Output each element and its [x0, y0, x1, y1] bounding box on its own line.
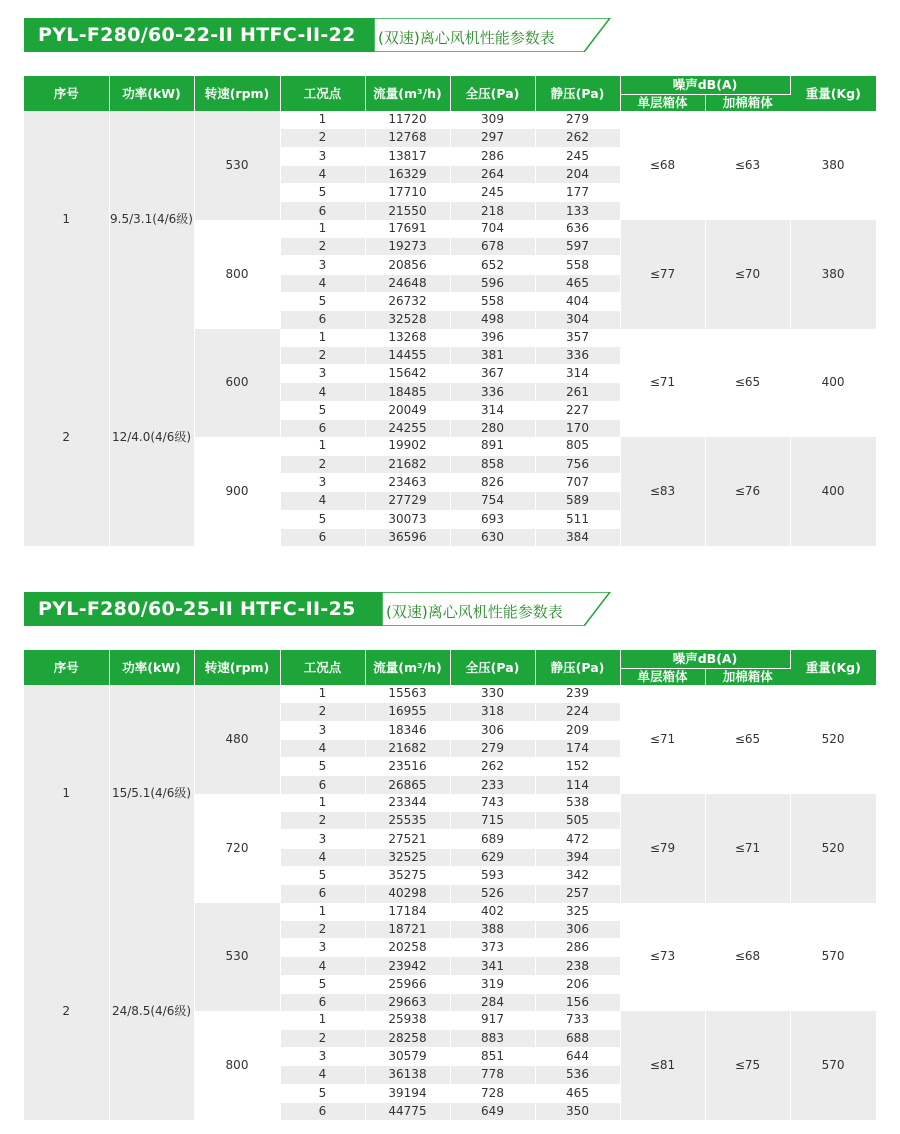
cell-flow: 30579 — [365, 1047, 450, 1065]
cell-point: 4 — [280, 165, 365, 183]
cell-total-pressure: 306 — [450, 721, 535, 739]
table-body — [24, 685, 876, 1120]
cell-point: 3 — [280, 473, 365, 491]
cell-flow: 36596 — [365, 528, 450, 546]
cell-total-pressure: 596 — [450, 274, 535, 292]
model-title: PYL-F280/60-25-II HTFC-II-25 — [38, 598, 356, 620]
cell-static-pressure: 357 — [535, 329, 620, 347]
cell-weight: 380 — [790, 111, 876, 220]
cell-no: 2 — [24, 329, 109, 547]
cell-point: 1 — [280, 220, 365, 238]
cell-flow: 25535 — [365, 812, 450, 830]
cell-static-pressure: 350 — [535, 1102, 620, 1120]
cell-flow: 14455 — [365, 346, 450, 364]
cell-point: 6 — [280, 776, 365, 794]
cell-flow: 23463 — [365, 473, 450, 491]
cell-static-pressure: 114 — [535, 776, 620, 794]
cell-point: 6 — [280, 885, 365, 903]
cell-total-pressure: 264 — [450, 165, 535, 183]
cell-total-pressure: 743 — [450, 794, 535, 812]
model-title: PYL-F280/60-22-II HTFC-II-22 — [38, 24, 356, 46]
cell-point: 1 — [280, 794, 365, 812]
cell-static-pressure: 558 — [535, 256, 620, 274]
cell-static-pressure: 238 — [535, 957, 620, 975]
cell-flow: 12768 — [365, 129, 450, 147]
cell-total-pressure: 396 — [450, 329, 535, 347]
cell-flow: 15563 — [365, 685, 450, 703]
cell-flow: 44775 — [365, 1102, 450, 1120]
cell-point: 5 — [280, 758, 365, 776]
cell-total-pressure: 402 — [450, 903, 535, 921]
header-power: 功率(kW) — [109, 650, 194, 685]
cell-point: 5 — [280, 401, 365, 419]
cell-total-pressure: 286 — [450, 147, 535, 165]
cell-static-pressure: 152 — [535, 758, 620, 776]
cell-static-pressure: 224 — [535, 703, 620, 721]
cell-point: 1 — [280, 1011, 365, 1029]
cell-static-pressure: 336 — [535, 346, 620, 364]
cell-static-pressure: 209 — [535, 721, 620, 739]
cell-noise-cotton: ≤68 — [705, 903, 790, 1012]
cell-point: 5 — [280, 1084, 365, 1102]
cell-point: 4 — [280, 739, 365, 757]
cell-total-pressure: 558 — [450, 292, 535, 310]
cell-total-pressure: 649 — [450, 1102, 535, 1120]
cell-flow: 39194 — [365, 1084, 450, 1102]
header-noise-single: 单层箱体 — [620, 95, 705, 112]
cell-speed: 480 — [194, 685, 280, 794]
cell-flow: 24255 — [365, 420, 450, 438]
cell-flow: 20049 — [365, 401, 450, 419]
cell-static-pressure: 156 — [535, 994, 620, 1012]
cell-point: 4 — [280, 492, 365, 510]
cell-point: 1 — [280, 437, 365, 455]
cell-point: 5 — [280, 866, 365, 884]
cell-noise-cotton: ≤75 — [705, 1011, 790, 1120]
cell-no: 1 — [24, 685, 109, 903]
cell-static-pressure: 733 — [535, 1011, 620, 1029]
cell-point: 3 — [280, 365, 365, 383]
cell-total-pressure: 388 — [450, 920, 535, 938]
cell-total-pressure: 693 — [450, 510, 535, 528]
cell-total-pressure: 851 — [450, 1047, 535, 1065]
cell-total-pressure: 498 — [450, 311, 535, 329]
cell-point: 5 — [280, 510, 365, 528]
cell-flow: 35275 — [365, 866, 450, 884]
cell-flow: 19273 — [365, 238, 450, 256]
cell-flow: 26732 — [365, 292, 450, 310]
cell-total-pressure: 319 — [450, 975, 535, 993]
header-noise-cotton: 加棉箱体 — [705, 669, 790, 686]
header-weight: 重量(Kg) — [790, 650, 876, 685]
cell-weight: 400 — [790, 329, 876, 438]
header-weight: 重量(Kg) — [790, 76, 876, 111]
cell-static-pressure: 174 — [535, 739, 620, 757]
cell-static-pressure: 257 — [535, 885, 620, 903]
table-row — [24, 329, 876, 347]
cell-no: 2 — [24, 903, 109, 1121]
cell-total-pressure: 218 — [450, 202, 535, 220]
cell-total-pressure: 526 — [450, 885, 535, 903]
cell-total-pressure: 318 — [450, 703, 535, 721]
cell-total-pressure: 593 — [450, 866, 535, 884]
cell-static-pressure: 805 — [535, 437, 620, 455]
cell-point: 2 — [280, 346, 365, 364]
cell-flow: 23516 — [365, 758, 450, 776]
cell-noise-cotton: ≤63 — [705, 111, 790, 220]
cell-total-pressure: 341 — [450, 957, 535, 975]
cell-point: 2 — [280, 920, 365, 938]
cell-flow: 29663 — [365, 994, 450, 1012]
cell-power: 15/5.1(4/6级) — [109, 685, 194, 903]
cell-flow: 25966 — [365, 975, 450, 993]
cell-total-pressure: 883 — [450, 1029, 535, 1047]
header-speed: 转速(rpm) — [194, 76, 280, 111]
cell-flow: 40298 — [365, 885, 450, 903]
cell-point: 5 — [280, 975, 365, 993]
cell-weight: 570 — [790, 1011, 876, 1120]
cell-speed: 530 — [194, 903, 280, 1012]
cell-total-pressure: 704 — [450, 220, 535, 238]
cell-flow: 17691 — [365, 220, 450, 238]
cell-static-pressure: 644 — [535, 1047, 620, 1065]
cell-weight: 520 — [790, 685, 876, 794]
cell-point: 6 — [280, 311, 365, 329]
cell-no: 1 — [24, 111, 109, 329]
cell-noise-single: ≤79 — [620, 794, 705, 903]
header-no: 序号 — [24, 76, 109, 111]
cell-total-pressure: 652 — [450, 256, 535, 274]
cell-total-pressure: 245 — [450, 184, 535, 202]
cell-static-pressure: 314 — [535, 365, 620, 383]
cell-total-pressure: 917 — [450, 1011, 535, 1029]
cell-static-pressure: 636 — [535, 220, 620, 238]
cell-total-pressure: 262 — [450, 758, 535, 776]
header-power: 功率(kW) — [109, 76, 194, 111]
cell-total-pressure: 367 — [450, 365, 535, 383]
cell-noise-single: ≤73 — [620, 903, 705, 1012]
cell-total-pressure: 754 — [450, 492, 535, 510]
cell-flow: 18485 — [365, 383, 450, 401]
cell-power: 9.5/3.1(4/6级) — [109, 111, 194, 329]
cell-point: 3 — [280, 830, 365, 848]
cell-static-pressure: 536 — [535, 1066, 620, 1084]
cell-total-pressure: 279 — [450, 739, 535, 757]
cell-point: 4 — [280, 1066, 365, 1084]
cell-point: 2 — [280, 238, 365, 256]
cell-flow: 21682 — [365, 739, 450, 757]
cell-static-pressure: 304 — [535, 311, 620, 329]
cell-flow: 30073 — [365, 510, 450, 528]
cell-noise-single: ≤71 — [620, 329, 705, 438]
cell-flow: 21682 — [365, 455, 450, 473]
cell-total-pressure: 826 — [450, 473, 535, 491]
cell-point: 3 — [280, 147, 365, 165]
cell-point: 6 — [280, 1102, 365, 1120]
section-title-bar — [24, 18, 876, 52]
cell-static-pressure: 394 — [535, 848, 620, 866]
cell-point: 1 — [280, 903, 365, 921]
cell-total-pressure: 284 — [450, 994, 535, 1012]
cell-static-pressure: 227 — [535, 401, 620, 419]
cell-point: 1 — [280, 685, 365, 703]
cell-static-pressure: 688 — [535, 1029, 620, 1047]
cell-speed: 800 — [194, 220, 280, 329]
cell-static-pressure: 538 — [535, 794, 620, 812]
cell-point: 2 — [280, 812, 365, 830]
cell-total-pressure: 858 — [450, 455, 535, 473]
header-static-pressure: 静压(Pa) — [535, 650, 620, 685]
table-row — [24, 685, 876, 703]
header-point: 工况点 — [280, 650, 365, 685]
cell-point: 2 — [280, 455, 365, 473]
cell-static-pressure: 472 — [535, 830, 620, 848]
spec-section-hfc25 — [24, 592, 876, 1118]
header-flow: 流量(m³/h) — [365, 76, 450, 111]
cell-point: 6 — [280, 528, 365, 546]
cell-static-pressure: 170 — [535, 420, 620, 438]
cell-speed: 600 — [194, 329, 280, 438]
cell-flow: 16329 — [365, 165, 450, 183]
cell-static-pressure: 325 — [535, 903, 620, 921]
cell-power: 12/4.0(4/6级) — [109, 329, 194, 547]
cell-total-pressure: 630 — [450, 528, 535, 546]
cell-total-pressure: 689 — [450, 830, 535, 848]
cell-noise-cotton: ≤65 — [705, 685, 790, 794]
cell-flow: 17184 — [365, 903, 450, 921]
cell-point: 1 — [280, 111, 365, 129]
cell-point: 4 — [280, 957, 365, 975]
cell-speed: 800 — [194, 1011, 280, 1120]
cell-point: 2 — [280, 703, 365, 721]
cell-static-pressure: 177 — [535, 184, 620, 202]
cell-flow: 11720 — [365, 111, 450, 129]
cell-flow: 13817 — [365, 147, 450, 165]
cell-static-pressure: 306 — [535, 920, 620, 938]
cell-total-pressure: 728 — [450, 1084, 535, 1102]
cell-total-pressure: 233 — [450, 776, 535, 794]
cell-total-pressure: 297 — [450, 129, 535, 147]
cell-weight: 520 — [790, 794, 876, 903]
cell-flow: 25938 — [365, 1011, 450, 1029]
cell-speed: 720 — [194, 794, 280, 903]
cell-point: 4 — [280, 274, 365, 292]
cell-flow: 17710 — [365, 184, 450, 202]
cell-flow: 36138 — [365, 1066, 450, 1084]
cell-static-pressure: 206 — [535, 975, 620, 993]
cell-static-pressure: 511 — [535, 510, 620, 528]
header-static-pressure: 静压(Pa) — [535, 76, 620, 111]
table-subtitle: (双速)离心风机性能参数表 — [386, 603, 563, 621]
cell-flow: 32525 — [365, 848, 450, 866]
cell-speed: 530 — [194, 111, 280, 220]
cell-point: 3 — [280, 256, 365, 274]
cell-static-pressure: 204 — [535, 165, 620, 183]
header-speed: 转速(rpm) — [194, 650, 280, 685]
cell-power: 24/8.5(4/6级) — [109, 903, 194, 1121]
cell-static-pressure: 279 — [535, 111, 620, 129]
cell-noise-single: ≤71 — [620, 685, 705, 794]
cell-static-pressure: 756 — [535, 455, 620, 473]
header-noise: 噪声dB(A) — [620, 76, 790, 95]
header-flow: 流量(m³/h) — [365, 650, 450, 685]
section-title-bar — [24, 592, 876, 626]
cell-flow: 18721 — [365, 920, 450, 938]
header-point: 工况点 — [280, 76, 365, 111]
header-total-pressure: 全压(Pa) — [450, 650, 535, 685]
cell-static-pressure: 589 — [535, 492, 620, 510]
cell-flow: 24648 — [365, 274, 450, 292]
cell-noise-single: ≤68 — [620, 111, 705, 220]
cell-total-pressure: 629 — [450, 848, 535, 866]
cell-total-pressure: 314 — [450, 401, 535, 419]
cell-static-pressure: 342 — [535, 866, 620, 884]
cell-flow: 26865 — [365, 776, 450, 794]
cell-flow: 19902 — [365, 437, 450, 455]
cell-flow: 27521 — [365, 830, 450, 848]
cell-static-pressure: 707 — [535, 473, 620, 491]
cell-total-pressure: 309 — [450, 111, 535, 129]
cell-total-pressure: 373 — [450, 939, 535, 957]
header-total-pressure: 全压(Pa) — [450, 76, 535, 111]
cell-flow: 23942 — [365, 957, 450, 975]
header-noise-single: 单层箱体 — [620, 669, 705, 686]
cell-static-pressure: 261 — [535, 383, 620, 401]
cell-flow: 20258 — [365, 939, 450, 957]
cell-static-pressure: 505 — [535, 812, 620, 830]
header-no: 序号 — [24, 650, 109, 685]
cell-total-pressure: 330 — [450, 685, 535, 703]
cell-noise-cotton: ≤70 — [705, 220, 790, 329]
cell-noise-single: ≤81 — [620, 1011, 705, 1120]
cell-flow: 13268 — [365, 329, 450, 347]
cell-noise-cotton: ≤76 — [705, 437, 790, 546]
cell-total-pressure: 778 — [450, 1066, 535, 1084]
cell-total-pressure: 715 — [450, 812, 535, 830]
header-noise: 噪声dB(A) — [620, 650, 790, 669]
cell-weight: 380 — [790, 220, 876, 329]
cell-static-pressure: 133 — [535, 202, 620, 220]
header-noise-cotton: 加棉箱体 — [705, 95, 790, 112]
cell-static-pressure: 597 — [535, 238, 620, 256]
table-body — [24, 111, 876, 546]
cell-static-pressure: 465 — [535, 1084, 620, 1102]
cell-flow: 20856 — [365, 256, 450, 274]
cell-point: 6 — [280, 420, 365, 438]
cell-total-pressure: 381 — [450, 346, 535, 364]
cell-total-pressure: 891 — [450, 437, 535, 455]
cell-flow: 18346 — [365, 721, 450, 739]
cell-static-pressure: 239 — [535, 685, 620, 703]
cell-noise-cotton: ≤65 — [705, 329, 790, 438]
cell-flow: 15642 — [365, 365, 450, 383]
cell-point: 3 — [280, 721, 365, 739]
cell-noise-single: ≤77 — [620, 220, 705, 329]
cell-point: 2 — [280, 129, 365, 147]
cell-flow: 28258 — [365, 1029, 450, 1047]
cell-speed: 900 — [194, 437, 280, 546]
table-subtitle: (双速)离心风机性能参数表 — [378, 29, 555, 47]
cell-static-pressure: 262 — [535, 129, 620, 147]
performance-table — [24, 650, 877, 1120]
cell-point: 3 — [280, 939, 365, 957]
performance-table — [24, 76, 877, 546]
cell-point: 2 — [280, 1029, 365, 1047]
cell-weight: 570 — [790, 903, 876, 1012]
cell-static-pressure: 286 — [535, 939, 620, 957]
cell-flow: 32528 — [365, 311, 450, 329]
cell-static-pressure: 404 — [535, 292, 620, 310]
cell-total-pressure: 280 — [450, 420, 535, 438]
cell-total-pressure: 678 — [450, 238, 535, 256]
spec-section-hfc22 — [24, 18, 876, 544]
cell-static-pressure: 384 — [535, 528, 620, 546]
cell-total-pressure: 336 — [450, 383, 535, 401]
cell-static-pressure: 245 — [535, 147, 620, 165]
cell-point: 5 — [280, 184, 365, 202]
cell-point: 6 — [280, 994, 365, 1012]
cell-point: 3 — [280, 1047, 365, 1065]
table-row — [24, 903, 876, 921]
table-row — [24, 111, 876, 129]
cell-flow: 16955 — [365, 703, 450, 721]
cell-noise-single: ≤83 — [620, 437, 705, 546]
cell-static-pressure: 465 — [535, 274, 620, 292]
cell-flow: 23344 — [365, 794, 450, 812]
cell-point: 4 — [280, 848, 365, 866]
cell-point: 6 — [280, 202, 365, 220]
cell-point: 1 — [280, 329, 365, 347]
cell-flow: 27729 — [365, 492, 450, 510]
cell-flow: 21550 — [365, 202, 450, 220]
cell-weight: 400 — [790, 437, 876, 546]
cell-point: 4 — [280, 383, 365, 401]
cell-noise-cotton: ≤71 — [705, 794, 790, 903]
cell-point: 5 — [280, 292, 365, 310]
